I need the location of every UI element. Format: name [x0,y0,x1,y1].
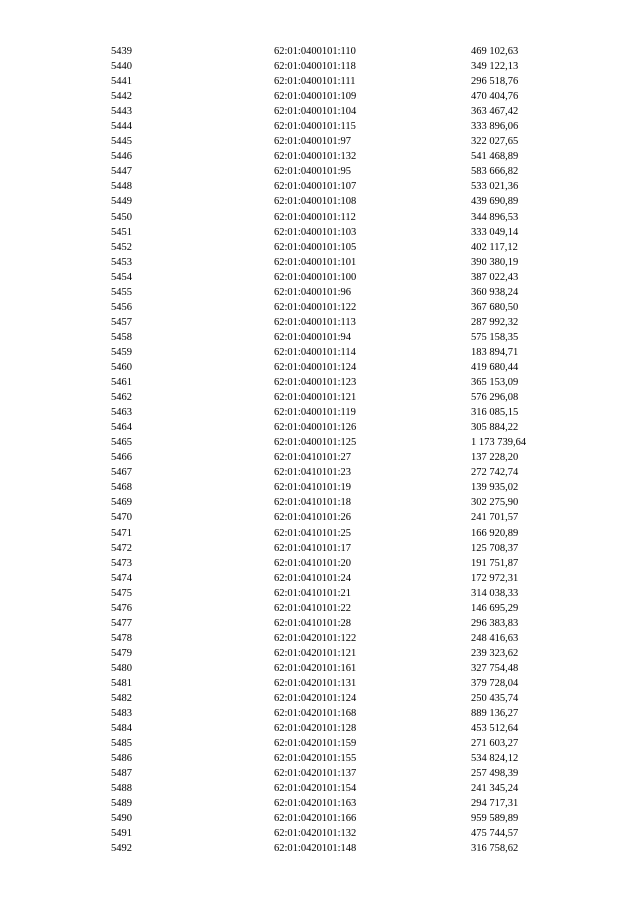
cadastral-value: 316 085,15 [471,407,519,419]
row-number: 5485 [111,738,132,750]
row-number: 5466 [111,452,132,464]
row-number: 5477 [111,617,132,629]
table-row [0,841,631,856]
cadastral-value: 533 021,36 [471,181,519,193]
row-number: 5444 [111,121,132,133]
cadastral-value: 139 935,02 [471,482,519,494]
table-row [0,796,631,811]
cadastral-value: 889 136,27 [471,708,519,720]
row-number: 5476 [111,602,132,614]
cadastral-value: 248 416,63 [471,632,519,644]
cadastral-value: 469 102,63 [471,46,519,57]
row-number: 5457 [111,316,132,328]
table-row [0,571,631,586]
cadastral-number: 62:01:0420101:163 [274,798,357,810]
table-row [0,104,631,119]
table-row [0,526,631,541]
cadastral-value: 239 323,62 [471,647,519,659]
table-row [0,586,631,601]
cadastral-number: 62:01:0400101:94 [274,331,352,343]
table-row [0,781,631,796]
table-row [0,766,631,781]
table-row [0,345,631,360]
cadastral-value: 453 512,64 [471,723,519,735]
cadastral-number: 62:01:0400101:122 [274,301,357,313]
table-row [0,270,631,285]
cadastral-number: 62:01:0420101:124 [274,693,357,705]
cadastral-value: 344 896,53 [471,211,519,223]
cadastral-number: 62:01:0400101:125 [274,437,357,449]
cadastral-value: 183 894,71 [471,346,519,358]
cadastral-value: 316 758,62 [471,843,519,855]
row-number: 5465 [111,437,132,449]
cadastral-value: 241 345,24 [471,783,519,795]
cadastral-value: 363 467,42 [471,106,519,118]
table-row [0,315,631,330]
cadastral-value: 172 972,31 [471,572,519,584]
table-row [0,706,631,721]
cadastral-value: 296 518,76 [471,76,519,88]
table-row [0,255,631,270]
cadastral-number: 62:01:0410101:18 [274,497,352,509]
row-number: 5462 [111,392,132,404]
row-number: 5443 [111,106,132,118]
table-row [0,691,631,706]
row-number: 5442 [111,91,132,103]
table-row [0,676,631,691]
row-number: 5472 [111,542,132,554]
table-row [0,149,631,164]
cadastral-number: 62:01:0400101:118 [274,61,356,73]
row-number: 5446 [111,151,132,163]
table-row [0,510,631,525]
table-row [0,420,631,435]
cadastral-value: 125 708,37 [471,542,519,554]
cadastral-value: 146 695,29 [471,602,519,614]
table-row [0,375,631,390]
row-number: 5445 [111,136,132,148]
cadastral-value: 287 992,32 [471,316,519,328]
row-number: 5452 [111,241,132,253]
row-number: 5447 [111,166,132,178]
row-number: 5489 [111,798,132,810]
cadastral-number: 62:01:0420101:154 [274,783,357,795]
table-row [0,300,631,315]
table-row [0,390,631,405]
table-row [0,225,631,240]
row-number: 5491 [111,828,132,840]
cadastral-number: 62:01:0400101:108 [274,196,357,208]
cadastral-number: 62:01:0420101:121 [274,647,357,659]
table-row [0,450,631,465]
table-row [0,240,631,255]
row-number: 5470 [111,512,132,524]
cadastral-number: 62:01:0410101:21 [274,587,352,599]
cadastral-value: 576 296,08 [471,392,519,404]
table-row [0,285,631,300]
cadastral-number: 62:01:0420101:137 [274,768,357,780]
cadastral-number: 62:01:0400101:101 [274,256,357,268]
row-number: 5478 [111,632,132,644]
row-number: 5451 [111,226,132,238]
cadastral-number: 62:01:0400101:104 [274,106,357,118]
cadastral-value: 1 173 739,64 [471,437,527,449]
table-row [0,119,631,134]
cadastral-value: 166 920,89 [471,527,519,539]
cadastral-value: 314 038,33 [471,587,519,599]
cadastral-number: 62:01:0420101:166 [274,813,357,825]
cadastral-value: 333 049,14 [471,226,519,238]
cadastral-number: 62:01:0410101:17 [274,542,352,554]
cadastral-value: 294 717,31 [471,798,519,810]
cadastral-number: 62:01:0400101:121 [274,392,357,404]
cadastral-value: 419 680,44 [471,361,519,373]
cadastral-number: 62:01:0400101:124 [274,361,357,373]
row-number: 5455 [111,286,132,298]
cadastral-value: 257 498,39 [471,768,519,780]
table-row [0,405,631,420]
row-number: 5482 [111,693,132,705]
row-number: 5473 [111,557,132,569]
row-number: 5454 [111,271,132,283]
cadastral-number: 62:01:0420101:132 [274,828,357,840]
row-number: 5479 [111,647,132,659]
cadastral-value-table [0,44,631,857]
table-row [0,495,631,510]
cadastral-number: 62:01:0400101:132 [274,151,357,163]
row-number: 5488 [111,783,132,795]
cadastral-number: 62:01:0400101:100 [274,271,357,283]
cadastral-number: 62:01:0420101:148 [274,843,357,855]
table-body [0,44,631,857]
table-row [0,631,631,646]
cadastral-value: 271 603,27 [471,738,519,750]
row-number: 5460 [111,361,132,373]
cadastral-value: 390 380,19 [471,256,519,268]
table-row [0,210,631,225]
row-number: 5487 [111,768,132,780]
table-row [0,330,631,345]
row-number: 5464 [111,422,132,434]
cadastral-value: 959 589,89 [471,813,519,825]
cadastral-number: 62:01:0400101:95 [274,166,352,178]
cadastral-value: 575 158,35 [471,331,519,343]
cadastral-number: 62:01:0420101:128 [274,723,357,735]
cadastral-value: 439 690,89 [471,196,519,208]
row-number: 5467 [111,467,132,479]
cadastral-number: 62:01:0410101:27 [274,452,352,464]
cadastral-number: 62:01:0400101:114 [274,346,356,358]
cadastral-number: 62:01:0400101:111 [274,76,356,88]
cadastral-value: 305 884,22 [471,422,519,434]
cadastral-number: 62:01:0410101:25 [274,527,352,539]
row-number: 5480 [111,662,132,674]
cadastral-number: 62:01:0420101:131 [274,677,357,689]
cadastral-value: 302 275,90 [471,497,519,509]
cadastral-number: 62:01:0400101:107 [274,181,357,193]
table-row [0,74,631,89]
cadastral-value: 137 228,20 [471,452,519,464]
cadastral-value: 250 435,74 [471,693,519,705]
row-number: 5468 [111,482,132,494]
table-row [0,44,631,59]
cadastral-number: 62:01:0400101:123 [274,377,357,389]
table-row [0,194,631,209]
cadastral-number: 62:01:0400101:96 [274,286,352,298]
cadastral-number: 62:01:0410101:28 [274,617,352,629]
row-number: 5453 [111,256,132,268]
cadastral-value: 322 027,65 [471,136,519,148]
row-number: 5486 [111,753,132,765]
row-number: 5484 [111,723,132,735]
cadastral-number: 62:01:0420101:159 [274,738,357,750]
table-row [0,134,631,149]
table-row [0,541,631,556]
row-number: 5450 [111,211,132,223]
cadastral-value: 387 022,43 [471,271,519,283]
cadastral-number: 62:01:0420101:155 [274,753,357,765]
row-number: 5469 [111,497,132,509]
cadastral-value: 349 122,13 [471,61,519,73]
cadastral-number: 62:01:0420101:122 [274,632,357,644]
table-row [0,721,631,736]
cadastral-value: 272 742,74 [471,467,519,479]
row-number: 5475 [111,587,132,599]
cadastral-value: 379 728,04 [471,677,519,689]
table-row [0,179,631,194]
table-row [0,89,631,104]
cadastral-value: 327 754,48 [471,662,519,674]
cadastral-number: 62:01:0410101:26 [274,512,352,524]
row-number: 5440 [111,61,132,73]
row-number: 5471 [111,527,132,539]
cadastral-number: 62:01:0400101:126 [274,422,357,434]
cadastral-number: 62:01:0400101:97 [274,136,352,148]
table-row [0,556,631,571]
row-number: 5458 [111,331,132,343]
table-row [0,59,631,74]
row-number: 5490 [111,813,132,825]
row-number: 5474 [111,572,132,584]
table-row [0,736,631,751]
cadastral-number: 62:01:0400101:113 [274,316,356,328]
cadastral-number: 62:01:0410101:19 [274,482,352,494]
table-row [0,646,631,661]
cadastral-value: 360 938,24 [471,286,519,298]
table-row [0,616,631,631]
row-number: 5463 [111,407,132,419]
table-row [0,811,631,826]
cadastral-number: 62:01:0410101:22 [274,602,352,614]
table-row [0,435,631,450]
cadastral-number: 62:01:0400101:119 [274,407,356,419]
row-number: 5456 [111,301,132,313]
table-row [0,164,631,179]
cadastral-value: 475 744,57 [471,828,519,840]
cadastral-number: 62:01:0400101:109 [274,91,357,103]
table-row [0,360,631,375]
cadastral-number: 62:01:0400101:115 [274,121,356,133]
row-number: 5459 [111,346,132,358]
table-row [0,465,631,480]
cadastral-value: 333 896,06 [471,121,519,133]
cadastral-value: 541 468,89 [471,151,519,163]
row-number: 5481 [111,677,132,689]
cadastral-number: 62:01:0400101:110 [274,46,356,57]
cadastral-value: 367 680,50 [471,301,519,313]
table-row [0,751,631,766]
cadastral-value: 296 383,83 [471,617,519,629]
cadastral-value: 402 117,12 [471,241,518,253]
row-number: 5449 [111,196,132,208]
row-number: 5439 [111,46,132,57]
row-number: 5441 [111,76,132,88]
cadastral-value: 191 751,87 [471,557,519,569]
row-number: 5492 [111,843,132,855]
table-row [0,480,631,495]
table-row [0,826,631,841]
cadastral-value: 583 666,82 [471,166,519,178]
cadastral-value: 365 153,09 [471,377,519,389]
cadastral-number: 62:01:0410101:23 [274,467,352,479]
cadastral-number: 62:01:0400101:105 [274,241,357,253]
table-row [0,661,631,676]
row-number: 5448 [111,181,132,193]
cadastral-value: 534 824,12 [471,753,519,765]
row-number: 5461 [111,377,132,389]
cadastral-number: 62:01:0400101:103 [274,226,357,238]
cadastral-value: 241 701,57 [471,512,519,524]
cadastral-number: 62:01:0400101:112 [274,211,356,223]
cadastral-number: 62:01:0410101:24 [274,572,352,584]
cadastral-value: 470 404,76 [471,91,519,103]
cadastral-number: 62:01:0410101:20 [274,557,352,569]
table-row [0,601,631,616]
cadastral-number: 62:01:0420101:161 [274,662,357,674]
cadastral-number: 62:01:0420101:168 [274,708,357,720]
row-number: 5483 [111,708,132,720]
